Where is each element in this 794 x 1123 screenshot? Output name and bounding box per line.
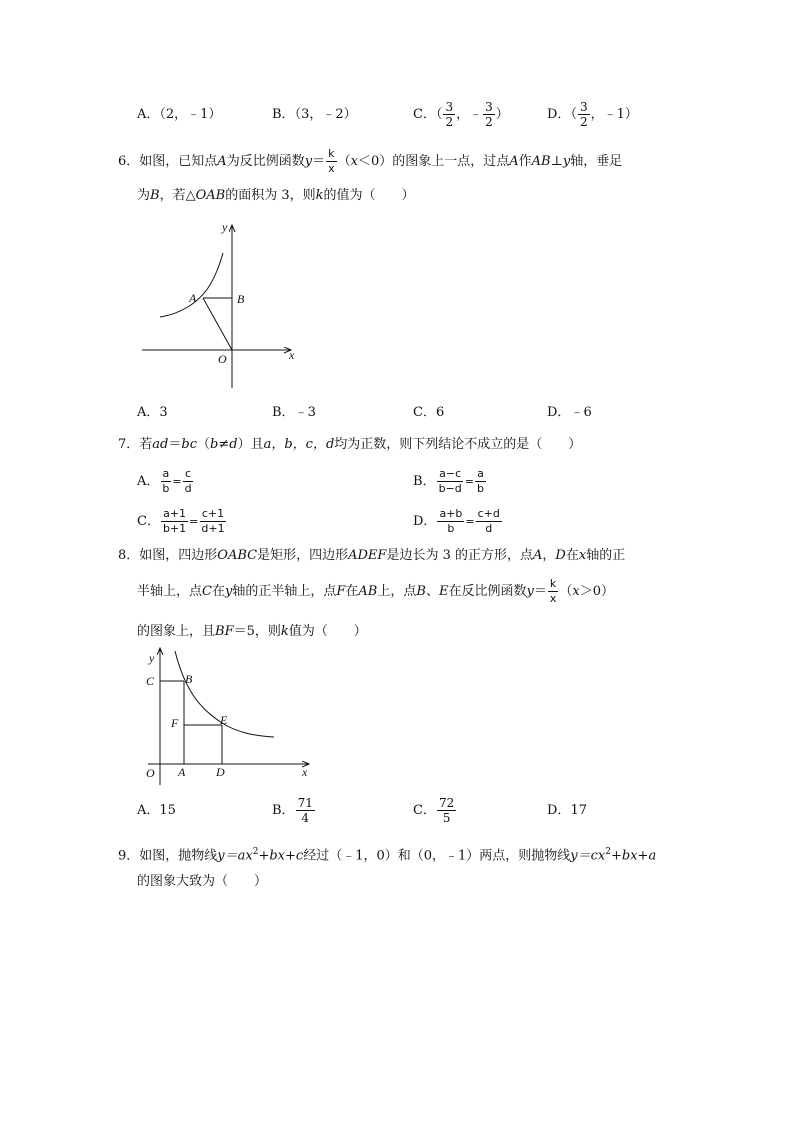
fraction: [578, 100, 590, 129]
var: d: [229, 437, 238, 452]
option-label: D．: [547, 405, 571, 420]
option-label: B．: [272, 405, 295, 420]
expression: +bx+a: [611, 848, 657, 864]
q7-option-a: [137, 465, 195, 499]
q8-option-c: [413, 794, 457, 828]
option-label: A．: [137, 803, 160, 818]
text: 上，点: [377, 584, 417, 599]
label-o: O: [146, 766, 155, 780]
option-label: B．: [272, 107, 295, 122]
label-a: A: [189, 291, 197, 305]
var: x: [350, 154, 358, 169]
text: 均为正数，则下列结论不成立的是（ ）: [334, 437, 582, 452]
superscript: 2: [252, 847, 259, 857]
text: （: [197, 437, 211, 452]
fraction: [443, 100, 455, 129]
denominator: d: [485, 522, 493, 535]
option-text: 15: [159, 803, 176, 818]
fraction: [548, 577, 559, 606]
q6-line-2: [137, 186, 415, 206]
var: C: [202, 584, 212, 599]
q5-option-d: [547, 98, 638, 132]
text: ＝: [168, 437, 182, 452]
option-text: （2，﹣1）: [159, 107, 222, 122]
q9-line-2: [137, 872, 267, 892]
text: 若: [139, 437, 153, 452]
numerator: a+b: [439, 507, 463, 520]
label-b: B: [237, 292, 245, 306]
label-b: B: [185, 672, 193, 686]
numerator: 3: [445, 100, 454, 114]
text: ＞0）: [579, 584, 614, 599]
q6-figure: [140, 218, 310, 393]
fraction: [475, 467, 486, 496]
var: D: [555, 548, 566, 563]
var: OAB: [195, 188, 226, 203]
var: A: [532, 548, 543, 563]
text: 半轴上，点: [137, 584, 203, 599]
text: 在: [565, 548, 579, 563]
label-a: A: [178, 765, 186, 779]
option-text: 17: [570, 803, 587, 818]
q9-line-1: [118, 842, 656, 866]
option-label: A．: [137, 405, 160, 420]
q5-option-c: [413, 98, 509, 132]
option-label: D．: [547, 803, 571, 818]
var: BF: [215, 624, 234, 639]
var: ADEF: [348, 548, 387, 563]
denominator: d+1: [201, 522, 225, 535]
q7-option-c: [137, 505, 228, 539]
denominator: b: [162, 482, 170, 495]
option-text: ﹣6: [570, 405, 592, 420]
text: 经过（﹣1，0）和（0，﹣1）两点，则抛物线: [303, 848, 571, 864]
var: OABC: [217, 548, 258, 563]
label-x: x: [289, 348, 295, 362]
numerator: a+1: [163, 507, 187, 520]
paren: （: [570, 107, 577, 122]
text: 为: [137, 188, 151, 203]
text: ＝: [533, 584, 547, 599]
q8-option-d: [547, 801, 587, 821]
numerator: k: [549, 577, 557, 590]
q6-option-c: [413, 403, 444, 423]
fraction: [161, 507, 188, 536]
denominator: x: [328, 162, 335, 175]
q8-line-2: [137, 576, 614, 608]
text: 的图象大致为（ ）: [137, 874, 268, 889]
numerator: 3: [579, 100, 588, 114]
denominator: 2: [579, 115, 588, 129]
var: x: [578, 548, 587, 563]
text: 、: [425, 584, 439, 599]
fraction: [483, 100, 495, 129]
var: A: [509, 154, 519, 169]
paren: （: [435, 107, 443, 122]
text: ，若△: [159, 188, 196, 203]
q6-option-a: [137, 403, 168, 423]
numerator: c: [185, 467, 192, 480]
text: 的面积为 3，则: [225, 188, 316, 203]
option-label: D．: [413, 514, 437, 529]
text: ）且: [237, 437, 264, 452]
question-number: 6．: [118, 154, 140, 169]
fraction: [296, 796, 315, 825]
text: 值为（ ）: [288, 624, 367, 639]
option-text: 3: [159, 405, 168, 420]
text: ＝5，则: [233, 624, 281, 639]
option-label: A．: [137, 107, 160, 122]
hyperbola-curve: [160, 253, 223, 317]
label-o: O: [218, 352, 227, 366]
text: 如图，已知点: [139, 154, 218, 169]
separator: ，﹣: [456, 107, 483, 122]
numerator: 71: [297, 796, 313, 810]
label-c: C: [146, 674, 155, 688]
q8-figure: [138, 645, 318, 790]
var: ad: [152, 437, 169, 452]
text: 如图，抛物线: [139, 848, 218, 864]
q8-option-b: [272, 794, 316, 828]
paren: ）: [495, 107, 509, 122]
fraction: [437, 507, 464, 536]
var: A: [217, 154, 227, 169]
var: E: [438, 584, 449, 599]
text: ＜0）的图象上一点，过点: [357, 154, 510, 169]
equals: =: [189, 515, 199, 528]
denominator: b+1: [162, 522, 187, 535]
fraction: [199, 507, 226, 536]
text: 是边长为 3 的正方形，点: [386, 548, 533, 563]
expression: y＝cx: [570, 848, 606, 864]
option-text: （3，﹣2）: [294, 107, 357, 122]
text: 轴的正: [586, 548, 626, 563]
fraction: [437, 467, 464, 496]
text: 的图象上，且: [137, 624, 216, 639]
denominator: b: [476, 482, 484, 495]
label-y: y: [149, 651, 155, 665]
q8-line-1: [118, 546, 625, 566]
option-text: ，﹣1）: [590, 107, 638, 122]
numerator: a: [162, 467, 170, 480]
numerator: 72: [438, 796, 455, 810]
denominator: 2: [445, 115, 454, 129]
denominator: d: [184, 482, 192, 495]
var: k: [315, 188, 324, 203]
q6-line-1: [118, 146, 622, 178]
numerator: a−c: [439, 467, 462, 480]
var: bc: [181, 437, 197, 452]
question-number: 9．: [118, 848, 140, 864]
var: AB: [358, 584, 378, 599]
text: 轴的正半轴上，点: [232, 584, 337, 599]
option-text: 6: [435, 405, 445, 420]
expression: y＝ax: [217, 848, 253, 864]
text: 为反比例函数: [226, 154, 305, 169]
text: 如图，四边形: [139, 548, 218, 563]
denominator: x: [549, 592, 557, 605]
var: y: [224, 584, 233, 599]
var: k: [280, 624, 289, 639]
text: 是矩形，四边形: [257, 548, 349, 563]
var: F: [336, 584, 346, 599]
label-d: D: [216, 765, 225, 779]
fraction: [326, 147, 337, 176]
var: x: [572, 584, 580, 599]
numerator: c+d: [477, 507, 500, 520]
question-number: 8．: [118, 548, 140, 563]
var: b: [210, 437, 219, 452]
option-label: A．: [137, 474, 160, 489]
text: ≠: [218, 437, 230, 452]
equals: =: [172, 475, 182, 488]
segment-ao: [203, 298, 232, 350]
numerator: c+1: [201, 507, 225, 520]
superscript: 2: [605, 847, 611, 857]
option-label: B．: [413, 474, 436, 489]
expression: +bx+c: [258, 848, 304, 864]
equals: =: [464, 475, 474, 488]
denominator: b: [447, 522, 455, 535]
option-text: ﹣3: [294, 405, 316, 420]
option-label: C．: [413, 803, 436, 818]
fraction: [476, 507, 502, 536]
label-y: y: [222, 220, 228, 234]
q8-line-3: [137, 622, 367, 642]
var: B: [416, 584, 426, 599]
option-label: C．: [413, 405, 436, 420]
numerator: 3: [485, 100, 493, 114]
var: y: [304, 154, 313, 169]
text: 轴，垂足: [570, 154, 623, 169]
text: 作: [518, 154, 532, 169]
q8-option-a: [137, 801, 176, 821]
text: 的值为（ ）: [323, 188, 415, 203]
text: （: [559, 584, 573, 599]
var: B: [150, 188, 160, 203]
text: 在: [211, 584, 225, 599]
equals: =: [465, 515, 475, 528]
label-x: x: [302, 765, 308, 779]
text: 在: [345, 584, 359, 599]
q7-option-b: [413, 465, 487, 499]
text: 在反比例函数: [448, 584, 527, 599]
q5-option-b: [272, 105, 357, 125]
question-number: 7．: [118, 437, 140, 452]
text: （: [337, 154, 351, 169]
option-label: C．: [137, 514, 160, 529]
q6-option-d: [547, 403, 592, 423]
denominator: 2: [485, 115, 493, 129]
numerator: a: [477, 467, 484, 480]
denominator: 5: [442, 811, 451, 825]
numerator: k: [328, 147, 335, 160]
q7-stem: [118, 435, 581, 455]
label-f: F: [171, 716, 179, 730]
var: AB: [531, 154, 551, 169]
q7-option-d: [413, 505, 503, 539]
text: ＝: [312, 154, 326, 169]
var: y: [526, 584, 534, 599]
text: ⊥: [550, 154, 563, 169]
denominator: 4: [301, 811, 310, 825]
option-label: C．: [413, 107, 436, 122]
option-label: D．: [547, 107, 571, 122]
q5-option-a: [137, 105, 221, 125]
fraction: [437, 796, 456, 825]
fraction: [183, 467, 194, 496]
denominator: b−d: [438, 482, 462, 495]
fraction: [160, 467, 171, 496]
option-label: B．: [272, 803, 295, 818]
var: a，b，c，d: [263, 437, 335, 452]
var: y: [562, 154, 571, 169]
q6-option-b: [272, 403, 316, 423]
text: ，: [542, 548, 556, 563]
label-e: E: [220, 713, 228, 727]
